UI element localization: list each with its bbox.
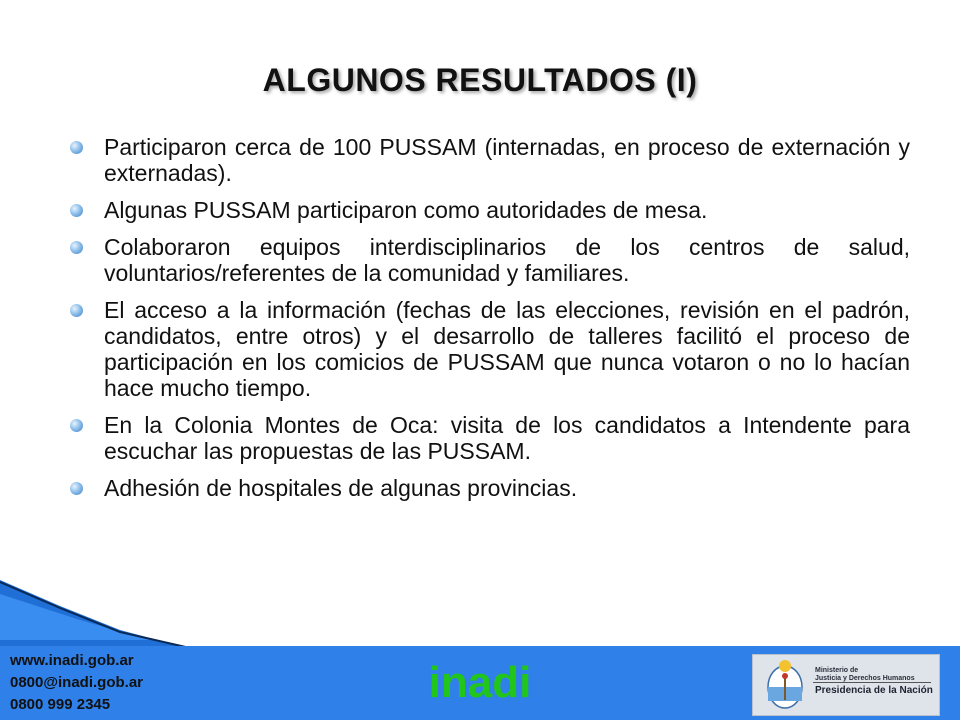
ministry-logo	[752, 654, 940, 716]
bullet-text: Colaboraron equipos interdisciplinarios de los centros de salud, voluntarios/referentes de la comunidad y familiares.	[104, 234, 910, 286]
bullet-icon	[70, 482, 83, 495]
ministry-text: Ministerio de Justicia y Derechos Humanos	[815, 667, 915, 682]
coat-of-arms-icon	[757, 656, 813, 714]
phone-number: 0800 999 2345	[10, 696, 111, 713]
slide-title: ALGUNOS RESULTADOS (I)	[262, 62, 698, 98]
email-link[interactable]: 0800@inadi.gob.ar	[10, 674, 144, 691]
website-link[interactable]: www.inadi.gob.ar	[10, 652, 134, 669]
bullet-item	[70, 475, 910, 501]
bullet-icon	[70, 304, 83, 317]
bullet-text: Algunas PUSSAM participaron como autoridades de mesa.	[104, 197, 708, 223]
bullet-icon	[70, 204, 83, 217]
bullet-text: El acceso a la información (fechas de las elecciones, revisión en el padrón, candidatos, entre otros) y el desarrollo de talleres facilitó el proceso de participación en los comicios de PUSSAM que nunca votaron o no lo hacían hace mucho tiempo.	[104, 297, 910, 401]
ministry-divider	[813, 682, 931, 683]
bullet-icon	[70, 419, 83, 432]
bullet-item	[70, 134, 910, 186]
bullet-icon	[70, 141, 83, 154]
bullet-text: Participaron cerca de 100 PUSSAM (internadas, en proceso de externación y externadas).	[104, 134, 910, 186]
decorative-swoosh	[0, 560, 960, 650]
bullet-item	[70, 297, 910, 401]
bullet-item	[70, 234, 910, 286]
bullet-list	[70, 134, 910, 512]
bullet-icon	[70, 241, 83, 254]
bullet-text: Adhesión de hospitales de algunas provincias.	[104, 475, 578, 501]
bullet-item	[70, 197, 910, 223]
presidency-text: Presidencia de la Nación	[815, 685, 933, 696]
bullet-text: En la Colonia Montes de Oca: visita de los candidatos a Intendente para escuchar las propuestas de las PUSSAM.	[104, 412, 910, 464]
bullet-item	[70, 412, 910, 464]
footer-bar	[0, 646, 960, 720]
inadi-logo: inadi	[428, 658, 532, 707]
